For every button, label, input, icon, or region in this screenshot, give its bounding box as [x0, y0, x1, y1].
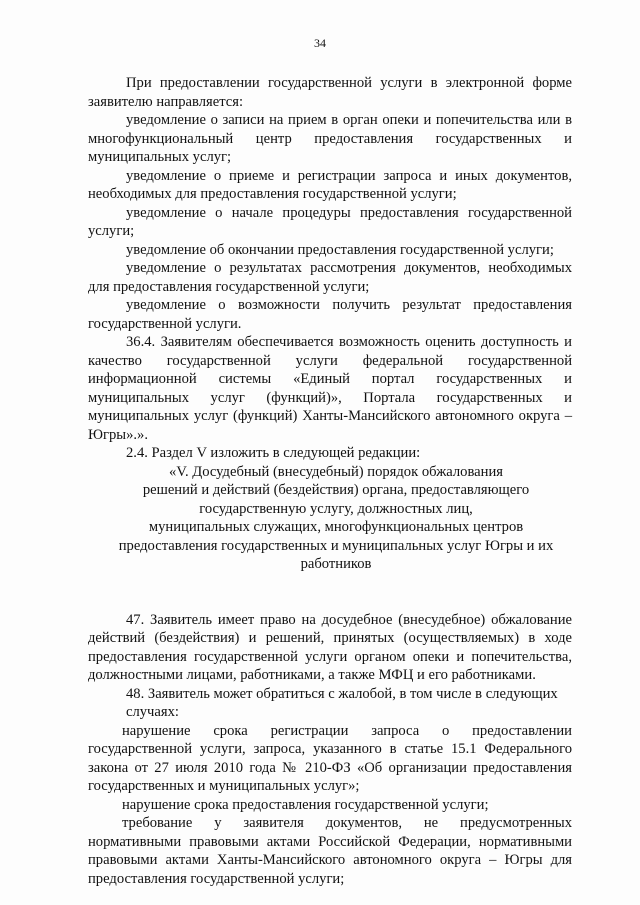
clause-48-item-registration: нарушение срока регистрации запроса о предоставлении государственной услуги, запроса, указанного в статье 15.1 Федерального закона от 27 июля 2010 года № 210-ФЗ «Об организации предоставления государственных и муниципальных услуг»; — [88, 722, 572, 794]
section-heading-line: работников — [300, 556, 372, 572]
paragraph-notice-results: уведомление о результатах рассмотрения документов, необходимых для предоставления государственной услуги; — [88, 260, 572, 295]
paragraph-notice-appointment: уведомление о записи на прием в орган опеки и попечительства или в многофункциональный центр предоставления государственных и муниципальных услуг; — [88, 112, 572, 165]
section-heading — [88, 463, 572, 574]
paragraph-notice-start: уведомление о начале процедуры предоставления государственной услуги; — [88, 204, 572, 239]
section-heading-line: государственную услугу, должностных лиц, — [199, 500, 473, 517]
section-heading-line: муниципальных служащих, многофункциональных центров — [148, 519, 524, 535]
clause-48-item-documents: требование у заявителя документов, не предусмотренных нормативными правовыми актами Российской Федерации, нормативными правовыми актами Ханты-Мансийского автономного округа – Югры для предоставления государственной услуги; — [88, 815, 572, 887]
paragraph-intro: При предоставлении государственной услуги в электронной форме заявителю направляется: — [88, 75, 572, 110]
paragraph-notice-registration: уведомление о приеме и регистрации запроса и иных документов, необходимых для предоставления государственной услуги; — [88, 167, 572, 202]
clause-48-lead: 48. Заявитель может обратиться с жалобой, в том числе в следующих — [126, 685, 558, 702]
section-heading-line: решений и действий (бездействия) органа, предоставляющего — [142, 482, 530, 498]
amendment-line: 2.4. Раздел V изложить в следующей редакции: — [126, 445, 421, 461]
paragraph-36-4: 36.4. Заявителям обеспечивается возможность оценить доступность и качество государственной услуги федеральной государственной информационной системы «Единый портал государственных и муниципальных услуг (функций)», Портала государственных и муниципальных услуг (функций) Ханты-Мансийского автономного округа – Югры».». — [88, 334, 572, 443]
spacer — [88, 574, 572, 611]
page-number: 34 — [314, 36, 326, 50]
section-heading-line: предоставления государственных и муниципальных услуг Югры и их — [118, 537, 554, 554]
clause-48-item-deadline: нарушение срока предоставления государственной услуги; — [122, 796, 489, 813]
section-heading-line: «V. Досудебный (внесудебный) порядок обжалования — [169, 463, 503, 480]
clause-48-cases: случаях: — [126, 704, 179, 720]
paragraph-notice-end: уведомление об окончании предоставления государственной услуги; — [126, 241, 554, 258]
clause-47: 47. Заявитель имеет право на досудебное (внесудебное) обжалование действий (бездействия) и решений, принятых (осуществляемых) в ходе предоставления государственной услуги органом опеки и попечительства, должностными лицами, работниками, а также МФЦ и его работниками. — [88, 611, 572, 683]
paragraph-notice-receive: уведомление о возможности получить результат предоставления государственной услуги. — [88, 297, 572, 332]
document-body — [88, 74, 572, 888]
